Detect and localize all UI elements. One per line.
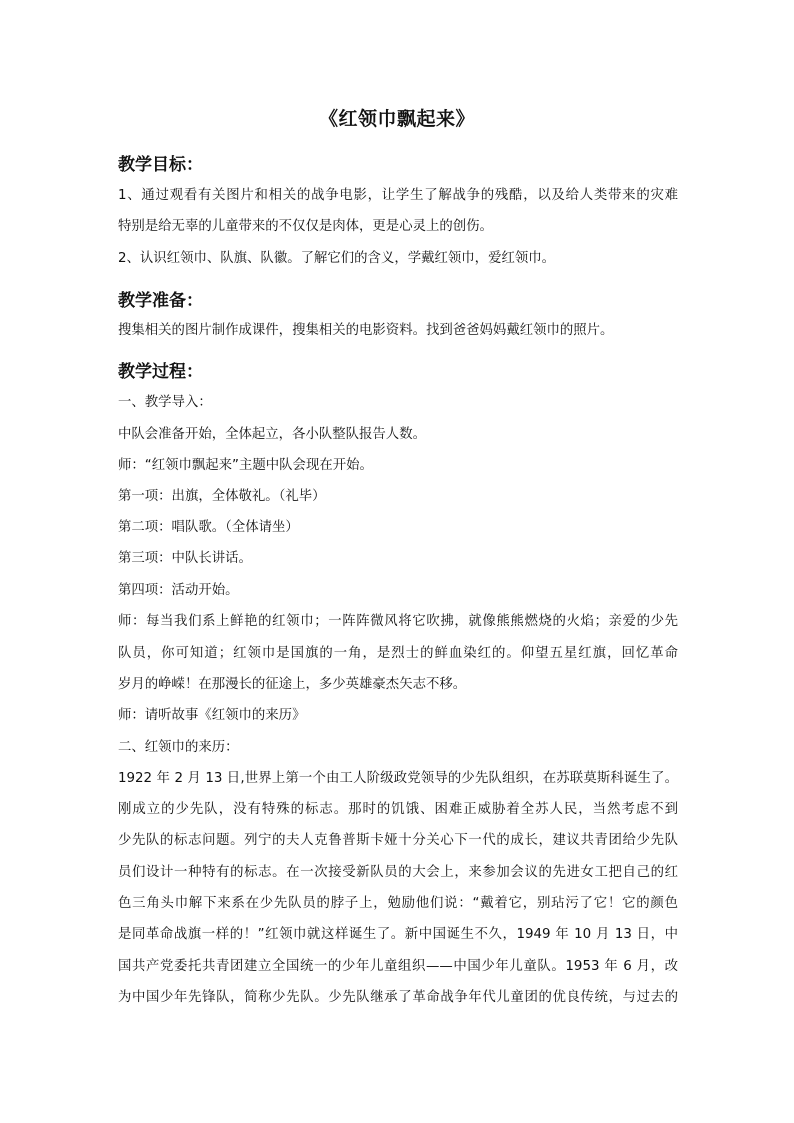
paragraph-line: 队员，你可知道；红领巾是国旗的一角，是烈士的鲜血染红的。仰望五星红旗，回忆革命 xyxy=(118,646,678,661)
paragraph-line: 岁月的峥嵘！在那漫长的征途上，多少英雄豪杰矢志不移。 xyxy=(118,677,467,692)
paragraph-line: 第一项：出旗，全体敬礼。（礼毕） xyxy=(118,489,326,504)
paragraph-line: 国共产党委托共青团建立全国统一的少年儿童组织——中国少年儿童队。1953 年 6 月，改 xyxy=(118,959,678,974)
paragraph-line: 第四项：活动开始。 xyxy=(118,583,239,598)
paragraph-line: 师：请听故事《红领巾的来历》 xyxy=(118,708,306,723)
paragraph-line: 2、认识红领巾、队旗、队徽。了解它们的含义，学戴红领巾，爱红领巾。 xyxy=(118,251,556,266)
subheading-intro: 一、教学导入： xyxy=(118,395,212,410)
document-title: 《红领巾飘起来》 xyxy=(318,108,475,130)
section-heading-preparation: 教学准备： xyxy=(118,291,203,311)
paragraph-line: 中队会准备开始，全体起立，各小队整队报告人数。 xyxy=(118,427,426,442)
paragraph-line: 色三角头巾解下来系在少先队员的脖子上，勉励他们说：“戴着它，别玷污了它！它的颜色 xyxy=(118,896,678,911)
paragraph-line: 1、通过观看有关图片和相关的战争电影，让学生了解战争的残酷，以及给人类带来的灾难 xyxy=(118,188,678,203)
paragraph-line: 师：“红领巾飘起来”主题中队会现在开始。 xyxy=(118,458,373,473)
paragraph-line: 是同革命战旗一样的！”红领巾就这样诞生了。新中国诞生不久，1949 年 10 月 13 日，中 xyxy=(118,927,678,942)
paragraph-line: 员们设计一种特有的标志。在一次接受新队员的大会上，来参加会议的先进女工把自己的红 xyxy=(118,865,678,880)
paragraph-line: 为中国少年先锋队，简称少先队。少先队继承了革命战争年代儿童团的优良传统，与过去的 xyxy=(118,990,678,1005)
subheading-history: 二、红领巾的来历： xyxy=(118,740,239,755)
paragraph-line: 1922 年 2 月 13 日,世界上第一个由工人阶级政党领导的少先队组织，在苏联莫斯科诞生了。 xyxy=(118,771,678,786)
section-heading-goals: 教学目标： xyxy=(118,155,203,175)
paragraph-line: 搜集相关的图片制作成课件，搜集相关的电影资料。找到爸爸妈妈戴红领巾的照片。 xyxy=(118,323,614,338)
paragraph-line: 第二项：唱队歌。（全体请坐） xyxy=(118,520,299,535)
paragraph-line: 特别是给无辜的儿童带来的不仅仅是肉体，更是心灵上的创伤。 xyxy=(118,219,493,234)
paragraph-line: 刚成立的少先队，没有特殊的标志。那时的饥饿、困难正威胁着全苏人民，当然考虑不到 xyxy=(118,802,678,817)
paragraph-line: 少先队的标志问题。列宁的夫人克鲁普斯卡娅十分关心下一代的成长，建议共青团给少先队 xyxy=(118,833,678,848)
section-heading-process: 教学过程： xyxy=(118,362,203,382)
paragraph-line: 师：每当我们系上鲜艳的红领巾；一阵阵微风将它吹拂，就像熊熊燃烧的火焰；亲爱的少先 xyxy=(118,614,678,629)
paragraph-line: 第三项：中队长讲话。 xyxy=(118,551,252,566)
